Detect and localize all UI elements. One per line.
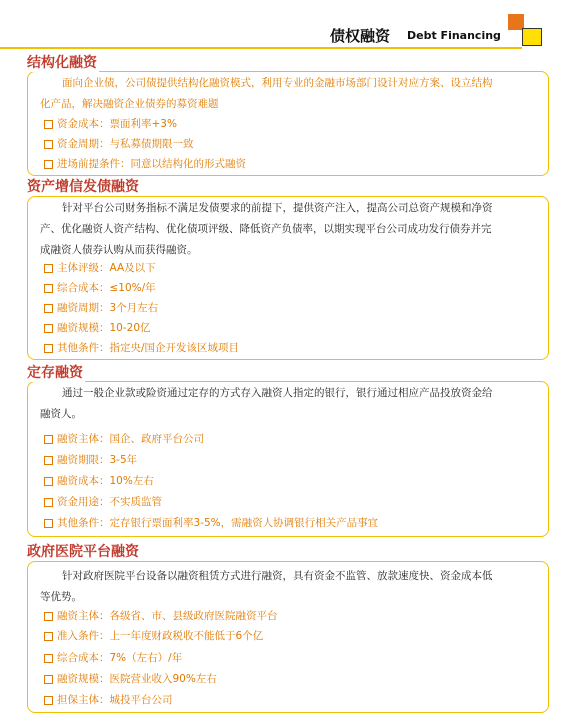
checkbox-icon bbox=[44, 456, 53, 465]
list-item: 资金成本：票面利率+3% bbox=[44, 116, 177, 132]
intro-line: 面向企业债，公司债提供结构化融资模式，利用专业的金融市场部门设计对应方案、设立结构 bbox=[62, 77, 493, 89]
header-title-cn: 债权融资 bbox=[330, 27, 391, 45]
intro-line: 针对政府医院平台设备以融资租赁方式进行融资，具有资金不监管、放款速度快、资金成本低 bbox=[62, 570, 493, 582]
intro-line: 针对平台公司财务指标不满足发债要求的前提下，提供资产注入，提高公司总资产规模和净资 bbox=[62, 202, 493, 214]
section-intro-hospital bbox=[40, 566, 542, 608]
logo-yellow-square bbox=[522, 28, 542, 46]
list-item: 综合成本：≤10%/年 bbox=[44, 280, 156, 296]
list-item: 综合成本：7%（左右）/年 bbox=[44, 650, 182, 666]
checkbox-icon bbox=[44, 477, 53, 486]
checkbox-icon bbox=[44, 519, 53, 528]
list-item: 其他条件：指定央/国企开发该区域项目 bbox=[44, 340, 239, 356]
intro-line: 等优势。 bbox=[40, 591, 82, 603]
checkbox-icon bbox=[44, 120, 53, 129]
checkbox-icon bbox=[44, 654, 53, 663]
list-item: 融资主体：国企、政府平台公司 bbox=[44, 431, 204, 447]
list-item: 准入条件：上一年度财政税收不能低于6个亿 bbox=[44, 628, 263, 644]
list-item: 融资规模：10-20亿 bbox=[44, 320, 151, 336]
checkbox-icon bbox=[44, 304, 53, 313]
checkbox-icon bbox=[44, 284, 53, 293]
checkbox-icon bbox=[44, 140, 53, 149]
list-item: 融资规模：医院营业收入90%左右 bbox=[44, 671, 217, 687]
checkbox-icon bbox=[44, 264, 53, 273]
intro-line: 融资人。 bbox=[40, 408, 82, 420]
section-title-hospital: 政府医院平台融资 bbox=[25, 541, 141, 561]
list-item: 资金周期：与私募债期限一致 bbox=[44, 136, 194, 152]
checkbox-icon bbox=[44, 696, 53, 705]
section-intro-structured bbox=[40, 73, 542, 115]
section-title-deposit: 定存融资 bbox=[25, 362, 85, 382]
section-intro-deposit bbox=[40, 383, 542, 425]
intro-line: 通过一般企业款或险资通过定存的方式存入融资人指定的银行，银行通过相应产品投放资金给 bbox=[62, 387, 493, 399]
checkbox-icon bbox=[44, 324, 53, 333]
intro-line: 产、优化融资人资产结构、优化债项评级、降低资产负债率，以期实现平台公司成功发行债券并完 bbox=[40, 223, 492, 235]
header-title-en: Debt Financing bbox=[407, 29, 501, 42]
checkbox-icon bbox=[44, 498, 53, 507]
checkbox-icon bbox=[44, 435, 53, 444]
list-item: 融资周期：3个月左右 bbox=[44, 300, 158, 316]
section-title-asset-credit: 资产增信发债融资 bbox=[25, 176, 141, 196]
list-item: 进场前提条件：同意以结构化的形式融资 bbox=[44, 156, 246, 172]
checkbox-icon bbox=[44, 160, 53, 169]
intro-line: 成融资人债券认购从而获得融资。 bbox=[40, 244, 198, 256]
section-intro-asset-credit bbox=[40, 198, 542, 261]
header-rule bbox=[0, 47, 522, 49]
list-item: 其他条件：定存银行票面利率3-5%，需融资人协调银行相关产品事宜 bbox=[44, 515, 378, 531]
section-title-structured: 结构化融资 bbox=[25, 52, 99, 72]
list-item: 融资主体：各级省、市、县级政府医院融资平台 bbox=[44, 608, 278, 624]
list-item: 融资成本：10%左右 bbox=[44, 473, 154, 489]
checkbox-icon bbox=[44, 675, 53, 684]
list-item: 资金用途：不实质监管 bbox=[44, 494, 162, 510]
list-item: 担保主体：城投平台公司 bbox=[44, 692, 173, 708]
page-header bbox=[0, 0, 561, 52]
checkbox-icon bbox=[44, 612, 53, 621]
list-item: 融资期限：3-5年 bbox=[44, 452, 137, 468]
checkbox-icon bbox=[44, 632, 53, 641]
checkbox-icon bbox=[44, 344, 53, 353]
intro-line: 化产品，解决融资企业债券的募资难题 bbox=[40, 98, 219, 110]
list-item: 主体评级：AA及以下 bbox=[44, 260, 156, 276]
